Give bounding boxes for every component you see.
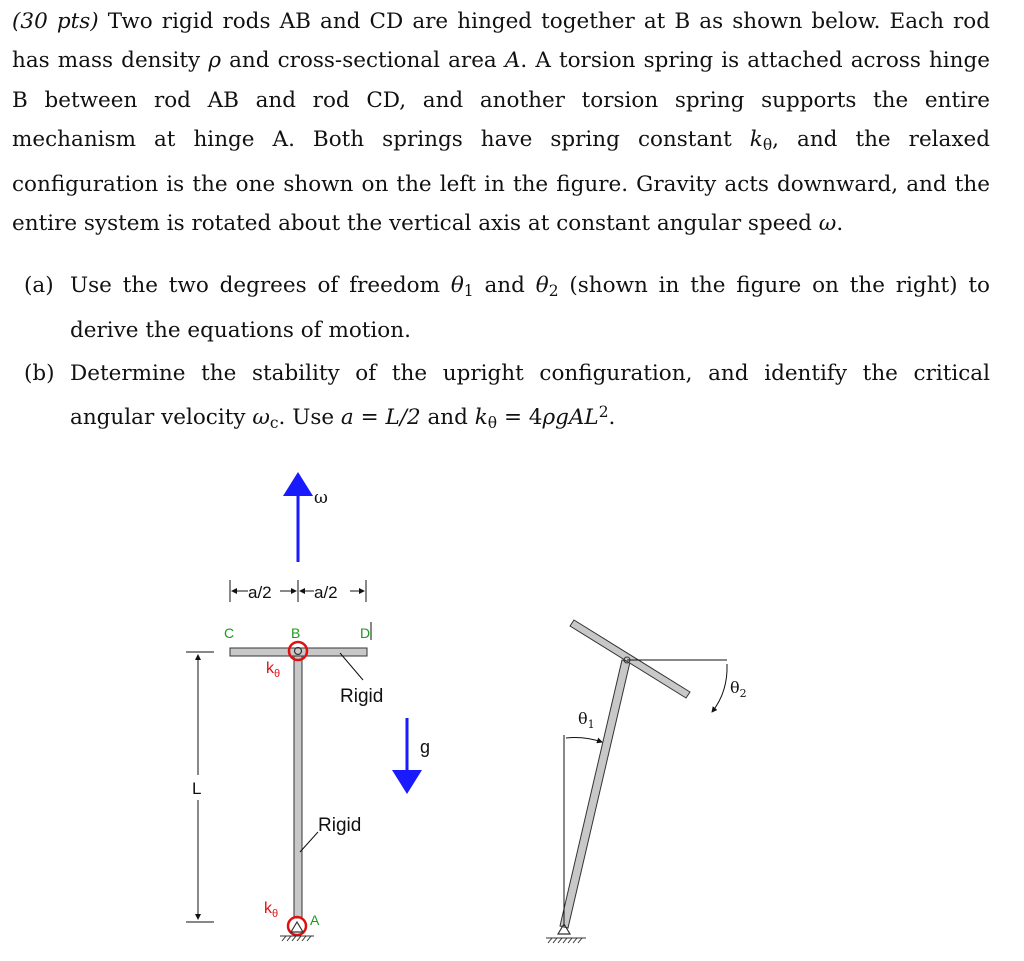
spring-b-k-label: $k_\theta$ — [266, 660, 281, 680]
rod-ab — [294, 656, 302, 918]
area-symbol: A — [504, 48, 521, 74]
a-symbol: a — [340, 405, 354, 431]
statement-part-4: , and the relaxed configuration is the one shown on the left in the figure. Gravity acts downward, and the entire system is rotated about the vertical axis at constant angular speed — [12, 126, 990, 237]
theta-1-symbol: θ — [450, 273, 464, 298]
theta-2-subscript: 2 — [548, 281, 559, 300]
omega-symbol: ω — [818, 211, 837, 237]
dimension-left-label: a/2 — [248, 583, 272, 602]
theta-2-symbol: θ — [535, 273, 549, 298]
theta2-arc — [712, 664, 727, 712]
part-a-text-2: (shown in the figure on the right) to derive the equations of motion. — [70, 273, 990, 344]
part-a-and: and — [473, 273, 536, 298]
point-b-label: B — [291, 625, 301, 641]
theta-1-subscript: 1 — [463, 281, 474, 300]
AL-symbol: AL — [568, 405, 599, 431]
part-a-label: (a) — [24, 273, 54, 298]
theta2-label: $\theta_2$ — [730, 678, 747, 700]
omega-c-symbol: ω — [252, 405, 270, 431]
points-label: (30 pts) — [12, 9, 99, 34]
rho-g-symbol: ρg — [542, 405, 569, 431]
point-d-label: D — [360, 625, 371, 641]
pin-support-a-icon — [291, 922, 303, 932]
L-over-2: L/2 — [385, 405, 421, 431]
point-c-label: C — [224, 625, 235, 641]
ground-hatch-left — [280, 936, 314, 941]
statement-part-1: Two rigid rods AB and CD are hinged together at B as shown below. Each rod has mass density — [12, 9, 990, 74]
part-b-text-1: Determine the stability of the upright configuration, and identify the critical angular velocity — [70, 361, 990, 431]
k-theta-subscript: θ — [487, 414, 498, 433]
dimension-right-label: a/2 — [314, 583, 338, 602]
rigid-top-leader — [340, 653, 363, 680]
theta1-label: $\theta_1$ — [578, 709, 595, 731]
omega-c-subscript: c — [269, 414, 279, 433]
point-a-label: A — [310, 912, 320, 928]
omega-label: ω — [314, 488, 328, 508]
equals-4: = 4 — [497, 405, 543, 431]
rigid-bottom-leader — [300, 832, 318, 852]
equals-a: = — [353, 405, 386, 431]
k-theta-symbol: k — [474, 405, 488, 431]
rigid-bottom-label: Rigid — [318, 815, 362, 836]
length-label: L — [192, 779, 202, 798]
part-b-and: and — [420, 405, 475, 431]
ground-hatch-right — [546, 938, 586, 943]
rho-symbol: ρ — [208, 48, 221, 74]
theta1-arc — [566, 738, 602, 743]
part-b-text-2: . Use — [278, 405, 341, 431]
part-b-end: . — [608, 405, 616, 431]
k-subscript: θ — [762, 135, 773, 154]
rigid-top-label: Rigid — [340, 686, 384, 707]
statement-part-3: . A torsion spring is attached across hinge B between rod AB and rod CD, and another torsion spring supports the entire mechanism at hinge A. Both springs have spring constant — [12, 48, 991, 152]
statement-part-5: . — [836, 211, 844, 237]
k-symbol: k — [749, 126, 763, 152]
part-a-text-1: Use the two degrees of freedom — [70, 273, 451, 298]
spring-a-k-label: $k_\theta$ — [264, 900, 279, 920]
rotated-rod-ab — [560, 660, 630, 928]
statement-part-2: and cross-sectional area — [220, 48, 505, 74]
part-b-label: (b) — [24, 361, 55, 386]
gravity-label: g — [420, 737, 431, 757]
squared-superscript: 2 — [598, 403, 609, 422]
